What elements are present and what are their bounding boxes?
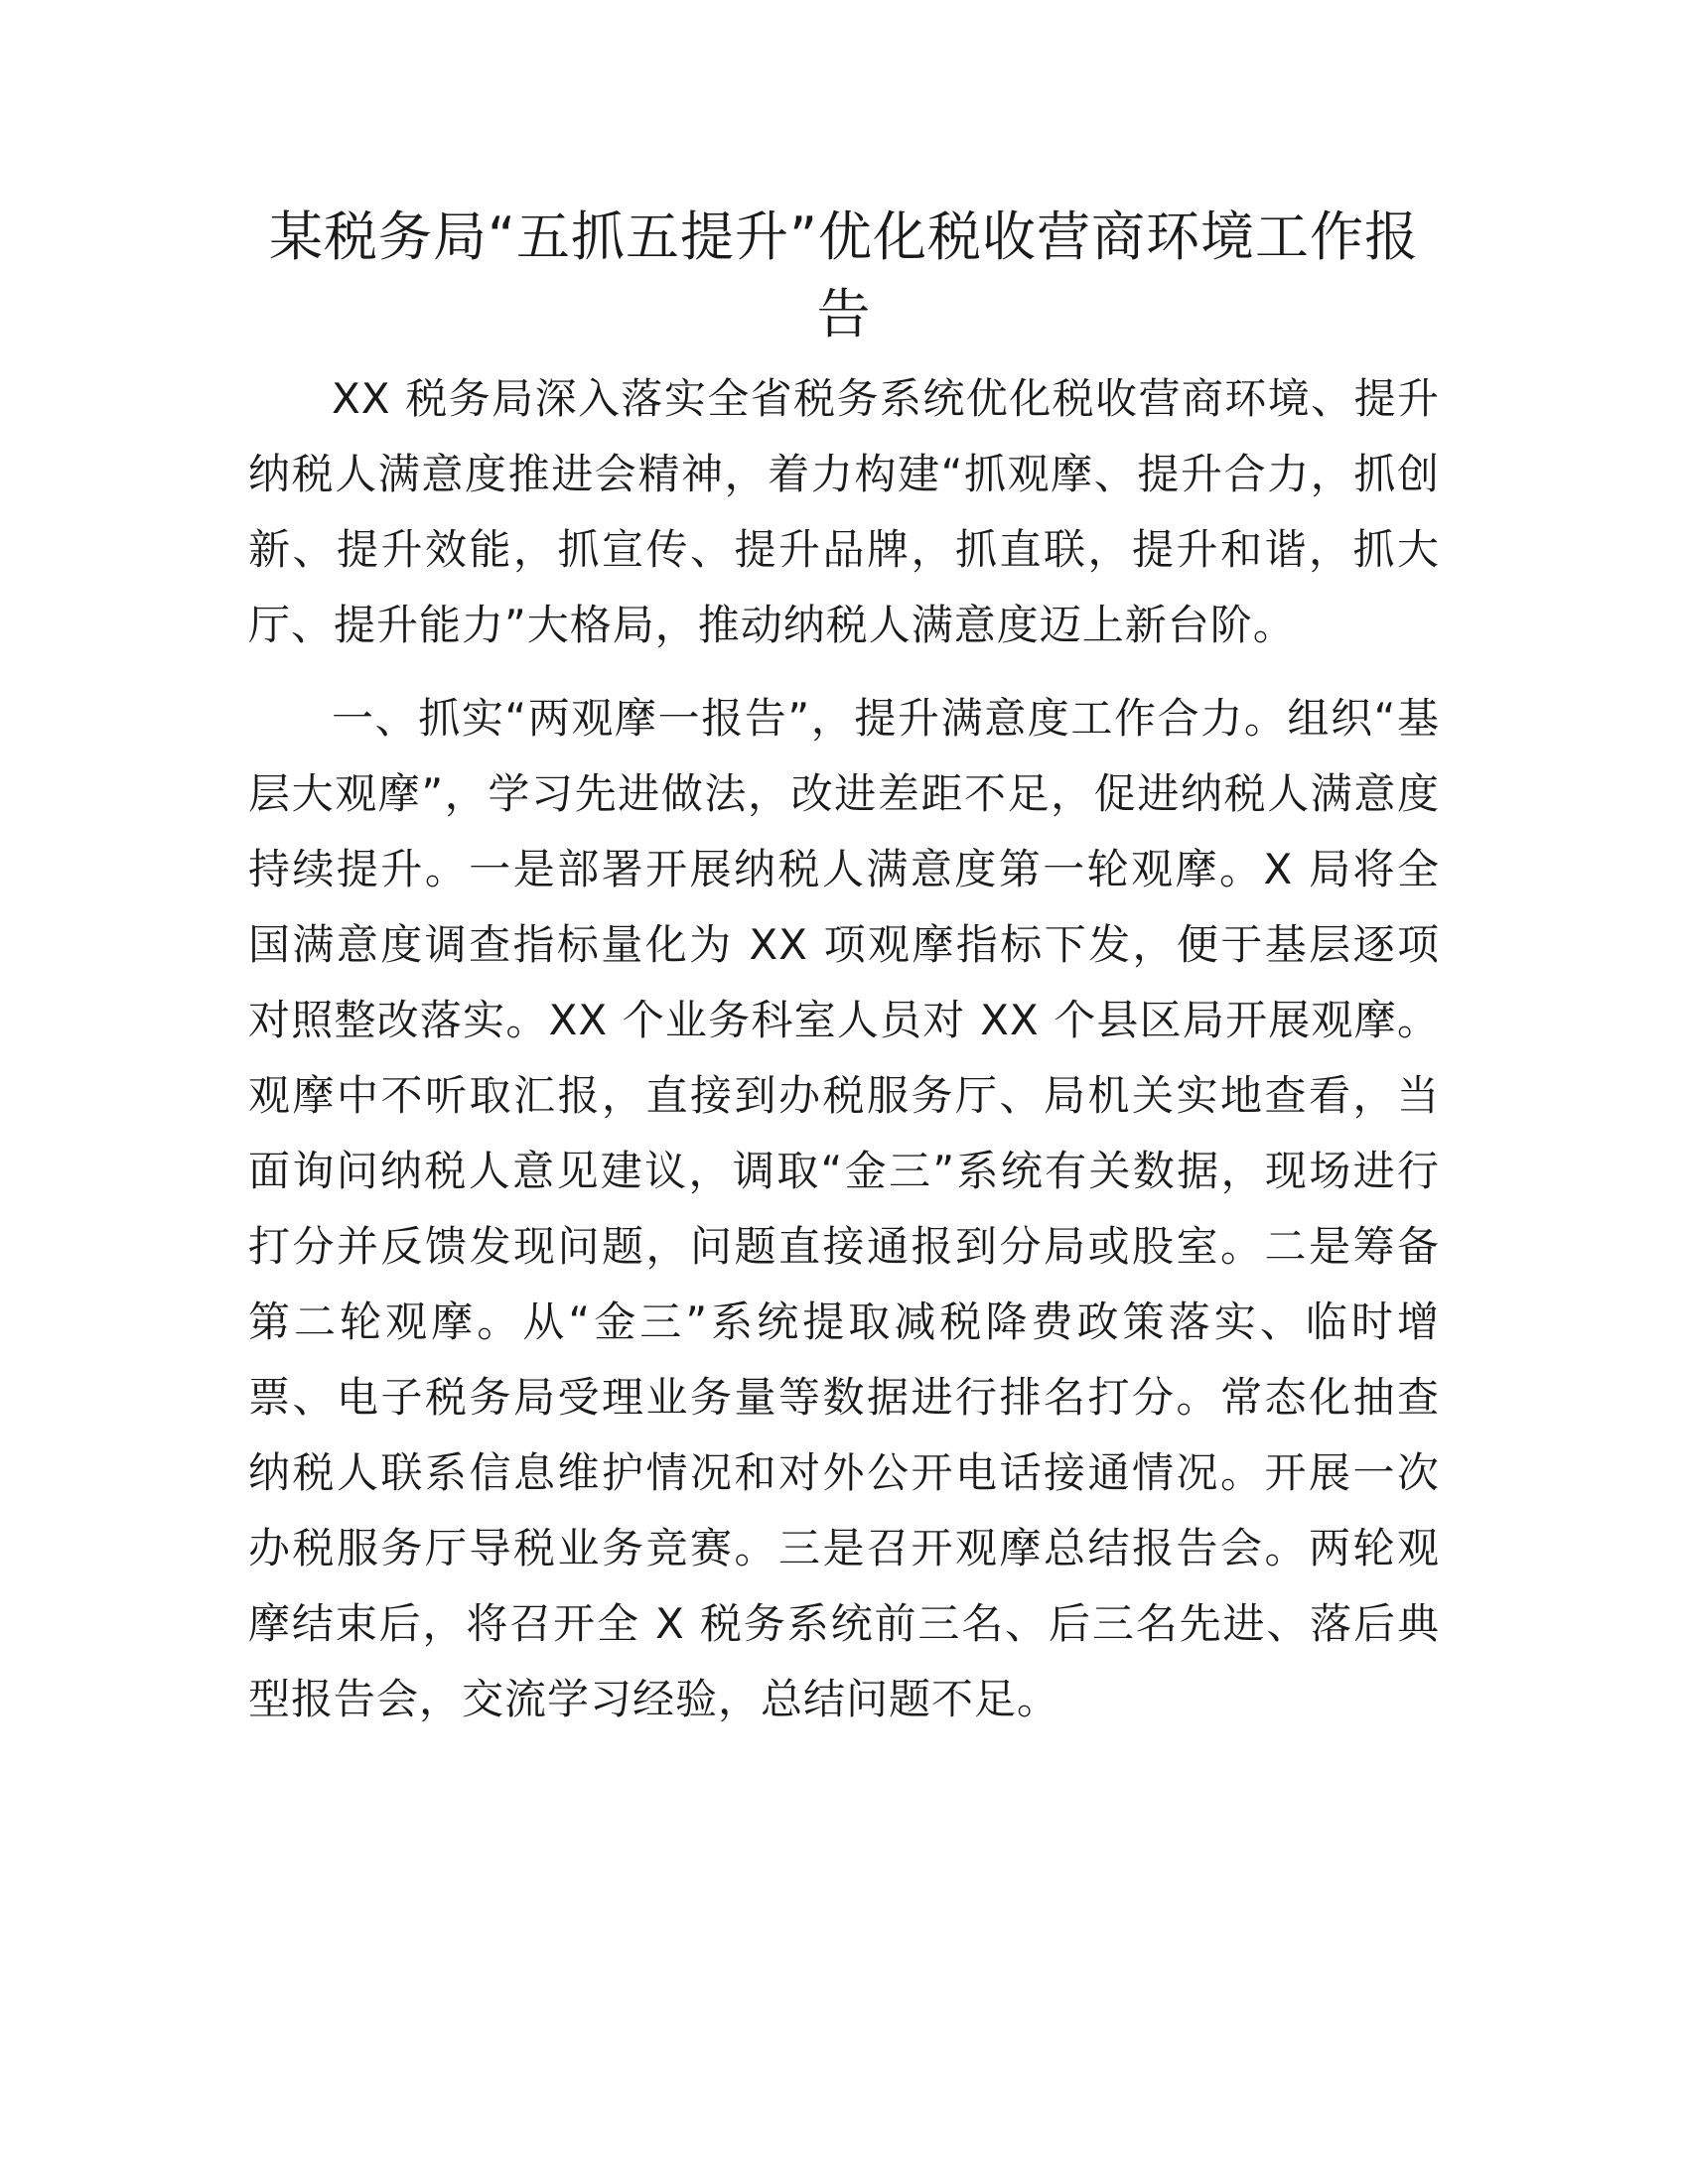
intro-paragraph: XX 税务局深入落实全省税务系统优化税收营商环境、提升纳税人满意度推进会精神，着力构建“抓观摩、提升合力，抓创新、提升效能，抓宣传、提升品牌，抓直联，提升和谐，抓大厅、提升能力”大格局，推动纳税人满意度迈上新台阶。: [248, 374, 1440, 649]
document-title: 某税务局“五抓五提升”优化税收营商环境工作报告: [269, 205, 1419, 345]
document-body: [248, 199, 1440, 1737]
section-one-paragraph: 一、抓实“两观摩一报告”，提升满意度工作合力。组织“基层大观摩”，学习先进做法，改进差距不足，促进纳税人满意度持续提升。一是部署开展纳税人满意度第一轮观摩。X 局将全国满意度调查指标量化为 XX 项观摩指标下发，便于基层逐项对照整改落实。XX 个业务科室人员对 XX 个县区局开展观摩。观摩中不听取汇报，直接到办税服务厅、局机关实地查看，当面询问纳税人意见建议，调取“金三”系统有关数据，现场进行打分并反馈发现问题，问题直接通报到分局或股室。二是筹备第二轮观摩。从“金三”系统提取减税降费政策落实、临时增票、电子税务局受理业务量等数据进行排名打分。常态化抽查纳税人联系信息维护情况和对外公开电话接通情况。开展一次办税服务厅导税业务竞赛。三是召开观摩总结报告会。两轮观摩结束后，将召开全 X 税务系统前三名、后三名先进、落后典型报告会，交流学习经验，总结问题不足。: [248, 694, 1440, 1723]
